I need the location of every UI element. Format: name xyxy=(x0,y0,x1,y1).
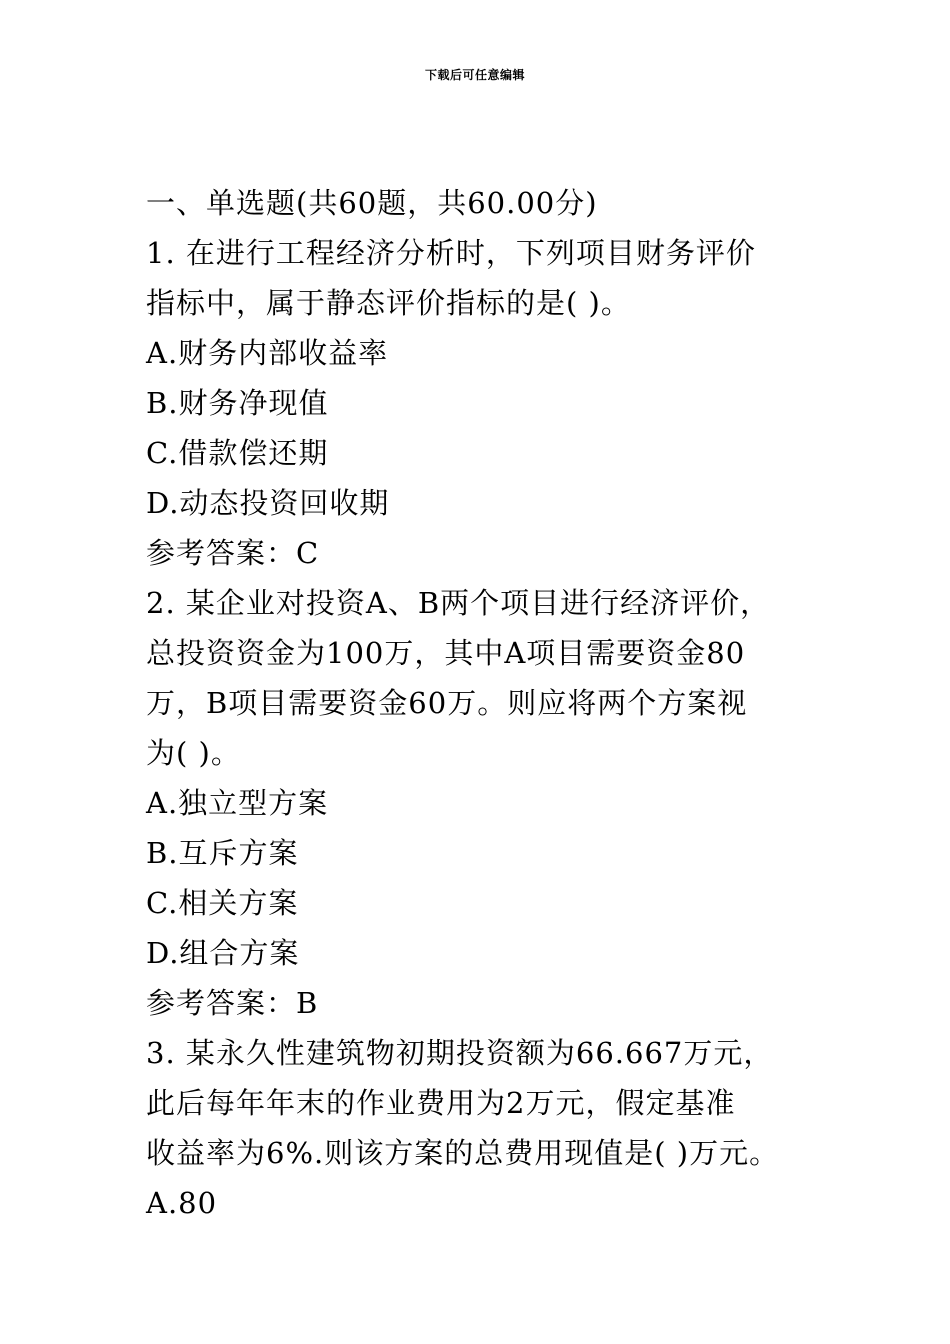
option-d: D.动态投资回收期 xyxy=(146,486,390,520)
option-d: D.组合方案 xyxy=(146,936,300,970)
question-3 xyxy=(146,1028,846,1228)
page-header-note: 下载后可任意编辑 xyxy=(424,68,525,82)
option-b: B.互斥方案 xyxy=(146,836,299,870)
question-text-line: 为( )。 xyxy=(146,736,241,770)
question-text-line: 3. 某永久性建筑物初期投资额为66.667万元， xyxy=(146,1036,774,1070)
question-2 xyxy=(146,578,846,1028)
question-1 xyxy=(146,228,846,578)
option-b: B.财务净现值 xyxy=(146,386,329,420)
document-body xyxy=(146,178,846,1228)
question-text-line: 收益率为6%.则该方案的总费用现值是( )万元。 xyxy=(146,1136,780,1170)
question-text-line: 2. 某企业对投资A、B两个项目进行经济评价， xyxy=(146,586,771,620)
reference-answer: 参考答案：B xyxy=(146,986,319,1020)
option-c: C.借款偿还期 xyxy=(146,436,329,470)
section-title: 一、单选题(共60题，共60.00分) xyxy=(146,186,598,220)
question-text-line: 总投资资金为100万，其中A项目需要资金80 xyxy=(146,636,746,670)
option-a: A.财务内部收益率 xyxy=(146,336,389,370)
question-text-line: 1. 在进行工程经济分析时，下列项目财务评价 xyxy=(146,236,756,270)
question-text-line: 指标中，属于静态评价指标的是( )。 xyxy=(146,286,631,320)
option-c: C.相关方案 xyxy=(146,886,299,920)
question-text-line: 万，B项目需要资金60万。则应将两个方案视 xyxy=(146,686,748,720)
question-text-line: 此后每年年末的作业费用为2万元，假定基准 xyxy=(146,1086,736,1120)
option-a: A.80 xyxy=(146,1186,218,1220)
option-a: A.独立型方案 xyxy=(146,786,329,820)
reference-answer: 参考答案：C xyxy=(146,536,320,570)
